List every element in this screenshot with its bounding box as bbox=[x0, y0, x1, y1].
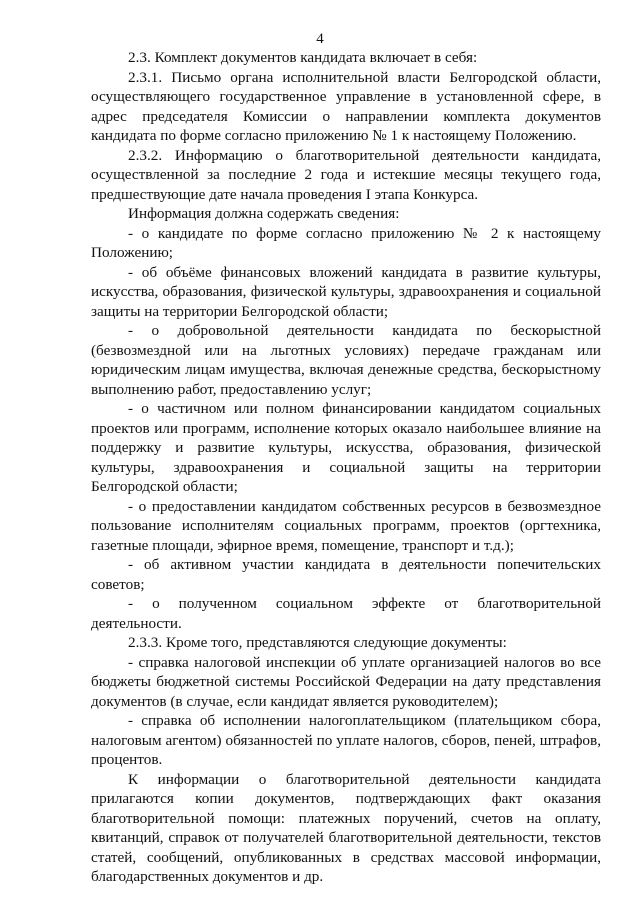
section-2-3-heading: 2.3. Комплект документов кандидата включает в себя: bbox=[128, 49, 478, 66]
list-item-social-effect: - о полученном социальном эффекте от благотворительной деятельности. bbox=[91, 595, 601, 632]
information-intro-paragraph: Информация должна содержать сведения: bbox=[128, 205, 400, 222]
list-item-candidate-form: - о кандидате по форме согласно приложению № 2 к настоящему Положению; bbox=[91, 224, 601, 261]
list-item-trustee-councils: - об активном участии кандидата в деятельности попечительских советов; bbox=[91, 556, 601, 593]
section-2-3-1-paragraph: 2.3.1. Письмо органа исполнительной власти Белгородской области, осуществляющего государственное управление в установленной сфере, в адрес председателя Комиссии о направлении комплекта документов кандидата по форме согласно приложению № 1 к настоящему Положению. bbox=[91, 68, 601, 144]
attachments-paragraph: К информации о благотворительной деятельности кандидата прилагаются копии документов, подтверждающих факт оказания благотворительной помощи: платежных поручений, счетов на оплату, квитанций, справок от получателей благотворительной деятельности, текстов статей, сообщений, опубликованных в средствах массовой информации, благодарственных документов и др. bbox=[91, 770, 601, 885]
list-item-resources-provision: - о предоставлении кандидатом собственных ресурсов в безвозмездное пользование исполнителям социальных программ, проектов (оргтехника, газетные площади, эфирное время, помещение, транспорт и т.д.); bbox=[91, 497, 601, 554]
list-item-voluntary-activity: - о добровольной деятельности кандидата по бескорыстной (безвозмездной или на льготных условиях) передаче гражданам или юридическим лицам имущества, включая денежные средства, бескорыстному выполнению работ, предоставлению услуг; bbox=[91, 322, 601, 398]
list-item-tax-obligations-certificate: - справка об исполнении налогоплательщиком (плательщиком сбора, налоговым агентом) обязанностей по уплате налогов, сборов, пеней, штрафов, процентов. bbox=[91, 712, 601, 768]
list-item-tax-certificate: - справка налоговой инспекции об уплате организацией налогов во все бюджеты бюджетной системы Российской Федерации на дату представления документов (в случае, если кандидат является руководителем); bbox=[91, 653, 601, 710]
document-body bbox=[91, 48, 601, 887]
section-2-3-3-paragraph: 2.3.3. Кроме того, представляются следующие документы: bbox=[128, 634, 507, 651]
list-item-project-financing: - о частичном или полном финансировании кандидатом социальных проектов или программ, исполнение которых оказало наибольшее влияние на поддержку и развитие культуры, искусства, образования, физической культуры, здравоохранения и социальной защиты на территории Белгородской области; bbox=[91, 400, 601, 495]
page-number: 4 bbox=[316, 31, 324, 47]
section-2-3-2-paragraph: 2.3.2. Информацию о благотворительной деятельности кандидата, осуществленной за последние 2 года и истекшие месяцы текущего года, предшествующие дате начала проведения I этапа Конкурса. bbox=[91, 146, 601, 203]
list-item-financial-investments: - об объёме финансовых вложений кандидата в развитие культуры, искусства, образования, физической культуры, здравоохранения и социальной защиты на территории Белгородской области; bbox=[91, 263, 601, 320]
